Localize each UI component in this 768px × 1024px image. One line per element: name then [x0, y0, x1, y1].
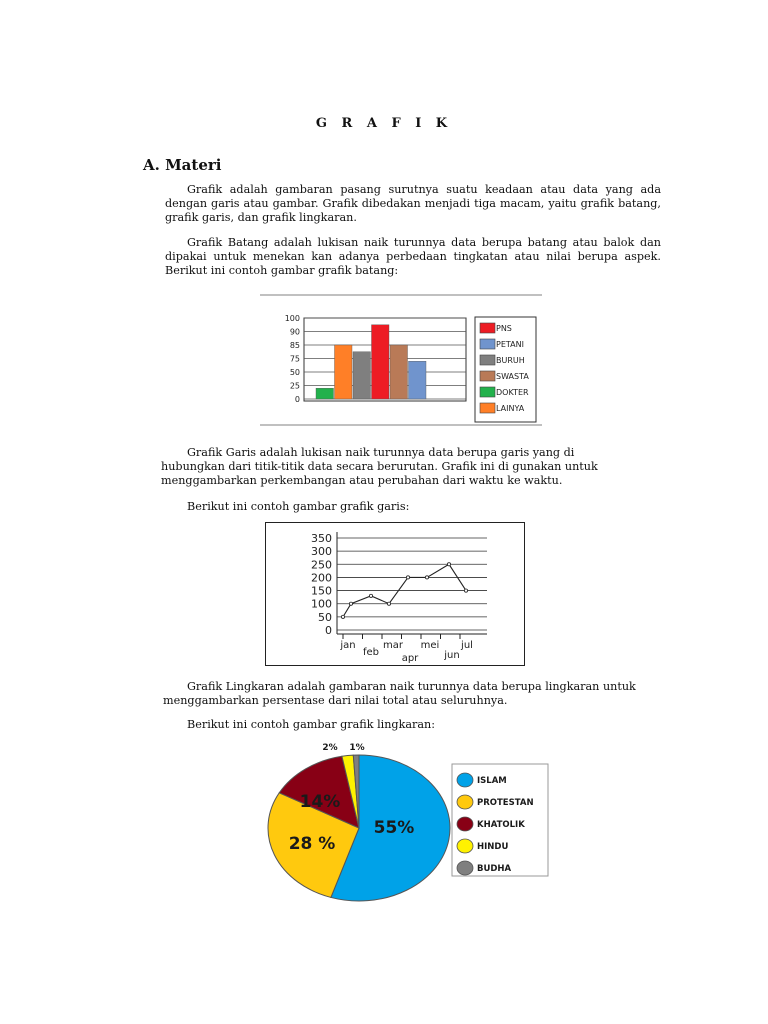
paragraph-bar-chart [165, 236, 661, 279]
pie-legend-label-khatolik: KHATOLIK [477, 820, 525, 830]
bar-y-tick-label: 25 [289, 381, 300, 391]
line-x-tick-label-apr: apr [401, 653, 419, 664]
bar-y-tick-label: 75 [289, 354, 300, 364]
paragraph-line-chart-line2: hubungkan dari titik-titik data secara berurutan. Grafik ini di gunakan untuk [161, 460, 598, 473]
legend-swatch-petani [480, 339, 495, 349]
legend-swatch-lainya [480, 403, 495, 413]
line-point [341, 615, 344, 618]
line-point [349, 602, 352, 605]
line-y-tick-label: 300 [311, 545, 332, 559]
bar-y-tick-label: 90 [289, 327, 300, 337]
bar-chart [260, 292, 544, 428]
paragraph-pie-chart-line2: menggambarkan persentase dari nilai total atau seluruhnya. [163, 694, 508, 707]
paragraph-line-chart-intro: Berikut ini contoh gambar grafik garis: [187, 500, 410, 513]
pie-label-islam: 55% [373, 818, 415, 838]
bar-y-tick-label: 85 [289, 341, 300, 350]
bar-y-tick-label: 100 [284, 314, 300, 323]
legend-label-buruh: BURUH [496, 356, 525, 365]
line-x-tick-label-mei: mei [420, 640, 440, 651]
line-y-tick-label: 350 [311, 532, 332, 545]
legend-swatch-pns [480, 323, 495, 333]
paragraph-line-chart-line3: menggambarkan perkembangan atau perubahan dari waktu ke waktu. [161, 474, 563, 487]
pie-legend-swatch-islam [457, 773, 473, 787]
pie-chart-slices [268, 755, 450, 901]
paragraph-intro [165, 183, 661, 226]
pie-legend-swatch-khatolik [457, 817, 473, 831]
bar-lainya [335, 345, 353, 399]
paragraph-line-chart-line1: Grafik Garis adalah lukisan naik turunnya data berupa garis yang di [187, 446, 575, 459]
paragraph-pie-chart-line1: Grafik Lingkaran adalah gambaran naik turunnya data berupa lingkaran untuk [187, 680, 636, 693]
document-title: G R A F I K [315, 116, 453, 131]
bar-buruh [353, 352, 371, 399]
pie-legend-label-hindu: HINDU [477, 842, 509, 852]
pie-legend-label-budha: BUDHA [477, 864, 512, 874]
pie-label-khatolik: 14% [299, 792, 341, 812]
bar-y-tick-label: 0 [294, 395, 300, 404]
legend-label-swasta: SWASTA [496, 372, 529, 381]
bar-chart-y-axis [285, 314, 300, 404]
line-point [447, 563, 450, 566]
line-point [387, 602, 390, 605]
paragraph-bar-chart-text: Grafik Batang adalah lukisan naik turunnya data berupa batang atau balok dan dipakai untuk menekan kan adanya perbedaan tingkatan atau nilai berupa aspek. Berikut ini contoh gambar grafik batang: [165, 236, 661, 278]
line-point [406, 576, 409, 579]
paragraph-intro-text: Grafik adalah gambaran pasang surutnya suatu keadaan atau data yang ada dengan garis atau gambar. Grafik dibedakan menjadi tiga macam, yaitu grafik batang, grafik garis, dan grafik lingkaran. [165, 183, 661, 225]
legend-label-pns: PNS [496, 324, 512, 333]
line-point [369, 594, 372, 597]
line-y-tick-label: 200 [311, 571, 332, 585]
bar-pns [372, 325, 390, 399]
paragraph-pie-chart-intro: Berikut ini contoh gambar grafik lingkaran: [187, 718, 436, 731]
bar-swasta [390, 345, 408, 399]
section-heading: A. Materi [143, 156, 222, 174]
legend-swatch-dokter [480, 387, 495, 397]
line-x-tick-label-jun: jun [444, 650, 460, 661]
pie-legend-swatch-budha [457, 861, 473, 875]
pie-label-hindu: 2% [322, 743, 338, 753]
legend-label-dokter: DOKTER [496, 388, 529, 397]
line-y-tick-label: 150 [311, 584, 332, 598]
line-y-tick-label: 100 [311, 597, 332, 611]
line-x-tick-label-jul: jul [461, 640, 473, 651]
line-point [425, 576, 428, 579]
pie-legend-label-islam: ISLAM [477, 776, 507, 786]
bar-dokter [316, 388, 334, 399]
legend-swatch-swasta [480, 371, 495, 381]
bar-petani [409, 361, 427, 399]
pie-label-protestan: 28 % [288, 834, 336, 854]
pie-label-budha: 1% [349, 743, 365, 753]
line-y-tick-label: 0 [325, 624, 332, 637]
pie-chart [262, 736, 554, 908]
line-point [464, 589, 467, 592]
pie-legend-swatch-hindu [457, 839, 473, 853]
legend-swatch-buruh [480, 355, 495, 365]
legend-label-petani: PETANI [496, 340, 524, 349]
pie-legend-swatch-protestan [457, 795, 473, 809]
bar-y-tick-label: 50 [289, 368, 300, 377]
line-x-tick-label-mar: mar [383, 640, 403, 651]
pie-legend-label-protestan: PROTESTAN [477, 798, 534, 808]
line-x-tick-label-feb: feb [362, 647, 380, 658]
line-y-tick-label: 50 [318, 610, 332, 624]
line-chart [265, 522, 526, 668]
line-x-tick-label-jan: jan [340, 640, 356, 651]
legend-label-lainya: LAINYA [496, 404, 525, 413]
line-y-tick-label: 250 [311, 558, 332, 572]
